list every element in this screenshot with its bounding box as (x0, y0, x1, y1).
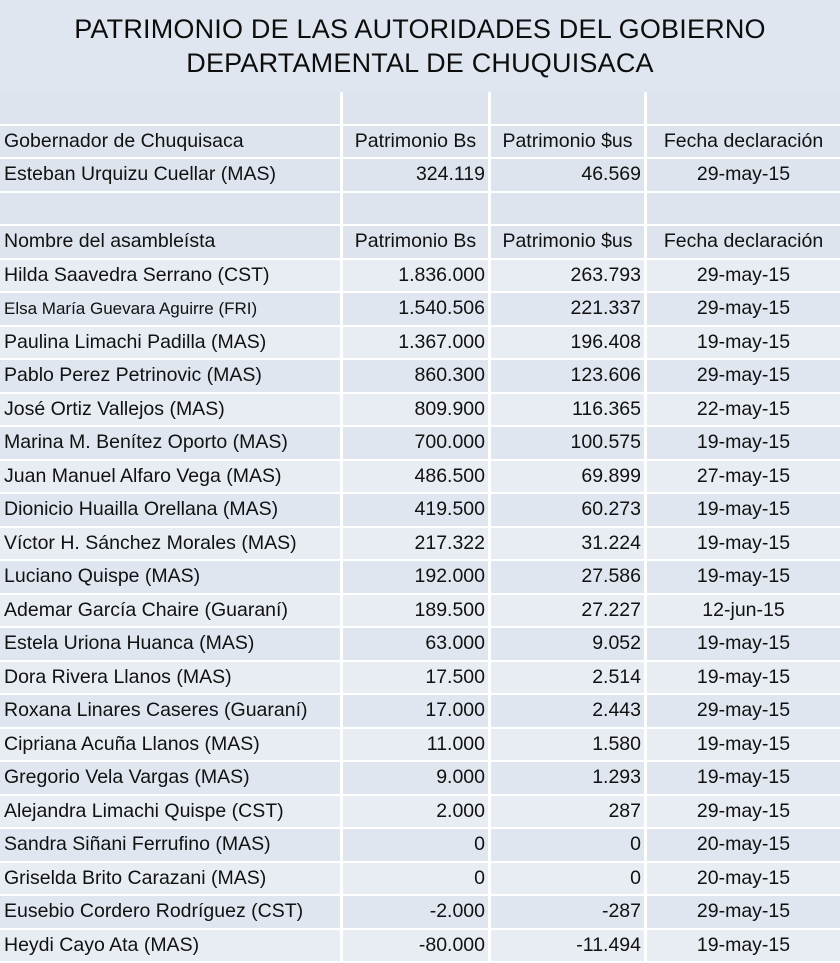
governor-header-row (0, 126, 840, 160)
asambleista-name: Roxana Linares Caseres (Guaraní) (0, 695, 343, 727)
governor-name: Esteban Urquizu Cuellar (MAS) (0, 159, 343, 191)
asambleista-name: Eusebio Cordero Rodríguez (CST) (0, 896, 343, 928)
patrimonio-bs: 1.367.000 (343, 327, 491, 359)
asambleista-name: Dionicio Huailla Orellana (MAS) (0, 494, 343, 526)
patrimonio-bs: 189.500 (343, 595, 491, 627)
governor-us: 46.569 (491, 159, 647, 191)
asambleista-name: Luciano Quispe (MAS) (0, 561, 343, 593)
asambleista-name: Víctor H. Sánchez Morales (MAS) (0, 528, 343, 560)
patrimonio-bs: 192.000 (343, 561, 491, 593)
governor-header-name: Gobernador de Chuquisaca (0, 126, 343, 158)
patrimonio-us: 123.606 (491, 360, 647, 392)
fecha-declaracion: 20-may-15 (647, 863, 840, 895)
asambleista-name: Cipriana Acuña Llanos (MAS) (0, 729, 343, 761)
asambleista-name: Hilda Saavedra Serrano (CST) (0, 260, 343, 292)
page-title (0, 0, 840, 92)
fecha-declaracion: 29-may-15 (647, 896, 840, 928)
fecha-declaracion: 19-may-15 (647, 762, 840, 794)
patrimonio-bs: 0 (343, 863, 491, 895)
patrimonio-us: 2.514 (491, 662, 647, 694)
assembly-header-name: Nombre del asambleísta (0, 226, 343, 258)
table-row (0, 494, 840, 528)
patrimonio-us: 9.052 (491, 628, 647, 660)
table-row (0, 930, 840, 963)
assembly-header-row (0, 226, 840, 260)
patrimonio-bs: 2.000 (343, 796, 491, 828)
header-date: Fecha declaración (647, 226, 840, 258)
asambleista-name: Estela Uriona Huanca (MAS) (0, 628, 343, 660)
patrimonio-us: 263.793 (491, 260, 647, 292)
patrimonio-us: 221.337 (491, 293, 647, 325)
patrimonio-us: 27.227 (491, 595, 647, 627)
patrimonio-bs: 486.500 (343, 461, 491, 493)
patrimonio-bs: 1.836.000 (343, 260, 491, 292)
fecha-declaracion: 19-may-15 (647, 327, 840, 359)
patrimonio-bs: 419.500 (343, 494, 491, 526)
table-row (0, 461, 840, 495)
fecha-declaracion: 19-may-15 (647, 427, 840, 459)
patrimonio-us: -11.494 (491, 930, 647, 962)
patrimonio-us: 60.273 (491, 494, 647, 526)
patrimonio-us: 1.293 (491, 762, 647, 794)
patrimonio-us: -287 (491, 896, 647, 928)
table-row (0, 260, 840, 294)
spacer-row (0, 193, 840, 227)
fecha-declaracion: 29-may-15 (647, 293, 840, 325)
header-date: Fecha declaración (647, 126, 840, 158)
header-bs: Patrimonio Bs (343, 126, 491, 158)
table-row (0, 729, 840, 763)
title-line-2: DEPARTAMENTAL DE CHUQUISACA (186, 46, 653, 80)
header-us: Patrimonio $us (491, 226, 647, 258)
fecha-declaracion: 19-may-15 (647, 628, 840, 660)
asambleista-name: Marina M. Benítez Oporto (MAS) (0, 427, 343, 459)
table-row (0, 695, 840, 729)
asambleista-name: José Ortiz Vallejos (MAS) (0, 394, 343, 426)
fecha-declaracion: 22-may-15 (647, 394, 840, 426)
header-us: Patrimonio $us (491, 126, 647, 158)
table-row (0, 628, 840, 662)
patrimonio-bs: 0 (343, 829, 491, 861)
asambleista-name: Dora Rivera Llanos (MAS) (0, 662, 343, 694)
assembly-rows (0, 260, 840, 963)
patrimonio-us: 0 (491, 829, 647, 861)
table-row (0, 360, 840, 394)
asambleista-name: Alejandra Limachi Quispe (CST) (0, 796, 343, 828)
patrimonio-bs: 17.000 (343, 695, 491, 727)
patrimonio-us: 116.365 (491, 394, 647, 426)
fecha-declaracion: 19-may-15 (647, 561, 840, 593)
asambleista-name: Heydi Cayo Ata (MAS) (0, 930, 343, 962)
governor-bs: 324.119 (343, 159, 491, 191)
patrimonio-bs: 1.540.506 (343, 293, 491, 325)
table-row (0, 595, 840, 629)
table-row (0, 662, 840, 696)
table-row (0, 796, 840, 830)
fecha-declaracion: 19-may-15 (647, 729, 840, 761)
fecha-declaracion: 29-may-15 (647, 796, 840, 828)
fecha-declaracion: 29-may-15 (647, 695, 840, 727)
table-row (0, 293, 840, 327)
table-row (0, 896, 840, 930)
patrimonio-us: 196.408 (491, 327, 647, 359)
table-row (0, 394, 840, 428)
patrimonio-bs: -2.000 (343, 896, 491, 928)
patrimonio-us: 2.443 (491, 695, 647, 727)
table-row (0, 327, 840, 361)
table-row (0, 762, 840, 796)
table-row (0, 863, 840, 897)
governor-row (0, 159, 840, 193)
asambleista-name: Sandra Siñani Ferrufino (MAS) (0, 829, 343, 861)
fecha-declaracion: 29-may-15 (647, 260, 840, 292)
header-bs: Patrimonio Bs (343, 226, 491, 258)
patrimonio-bs: 860.300 (343, 360, 491, 392)
patrimonio-us: 69.899 (491, 461, 647, 493)
asambleista-name: Pablo Perez Petrinovic (MAS) (0, 360, 343, 392)
asambleista-name: Ademar García Chaire (Guaraní) (0, 595, 343, 627)
patrimonio-bs: 17.500 (343, 662, 491, 694)
patrimonio-us: 27.586 (491, 561, 647, 593)
patrimonio-us: 0 (491, 863, 647, 895)
asambleista-name: Gregorio Vela Vargas (MAS) (0, 762, 343, 794)
governor-date: 29-may-15 (647, 159, 840, 191)
table-row (0, 528, 840, 562)
asambleista-name: Elsa María Guevara Aguirre (FRI) (0, 293, 343, 325)
data-table (0, 92, 840, 963)
patrimonio-bs: 63.000 (343, 628, 491, 660)
fecha-declaracion: 27-may-15 (647, 461, 840, 493)
title-line-1: PATRIMONIO DE LAS AUTORIDADES DEL GOBIERNO (74, 12, 766, 46)
patrimonio-us: 31.224 (491, 528, 647, 560)
patrimonio-bs: 809.900 (343, 394, 491, 426)
patrimonio-bs: 217.322 (343, 528, 491, 560)
fecha-declaracion: 29-may-15 (647, 360, 840, 392)
patrimonio-us: 100.575 (491, 427, 647, 459)
patrimonio-bs: 11.000 (343, 729, 491, 761)
fecha-declaracion: 19-may-15 (647, 930, 840, 962)
asambleista-name: Griselda Brito Carazani (MAS) (0, 863, 343, 895)
patrimonio-bs: 700.000 (343, 427, 491, 459)
table-row (0, 561, 840, 595)
asambleista-name: Paulina Limachi Padilla (MAS) (0, 327, 343, 359)
patrimonio-bs: -80.000 (343, 930, 491, 962)
table-row (0, 829, 840, 863)
fecha-declaracion: 20-may-15 (647, 829, 840, 861)
fecha-declaracion: 19-may-15 (647, 662, 840, 694)
asambleista-name: Juan Manuel Alfaro Vega (MAS) (0, 461, 343, 493)
fecha-declaracion: 19-may-15 (647, 528, 840, 560)
patrimonio-bs: 9.000 (343, 762, 491, 794)
fecha-declaracion: 12-jun-15 (647, 595, 840, 627)
patrimonio-us: 287 (491, 796, 647, 828)
table-row (0, 427, 840, 461)
spacer-row (0, 92, 840, 126)
fecha-declaracion: 19-may-15 (647, 494, 840, 526)
patrimonio-us: 1.580 (491, 729, 647, 761)
